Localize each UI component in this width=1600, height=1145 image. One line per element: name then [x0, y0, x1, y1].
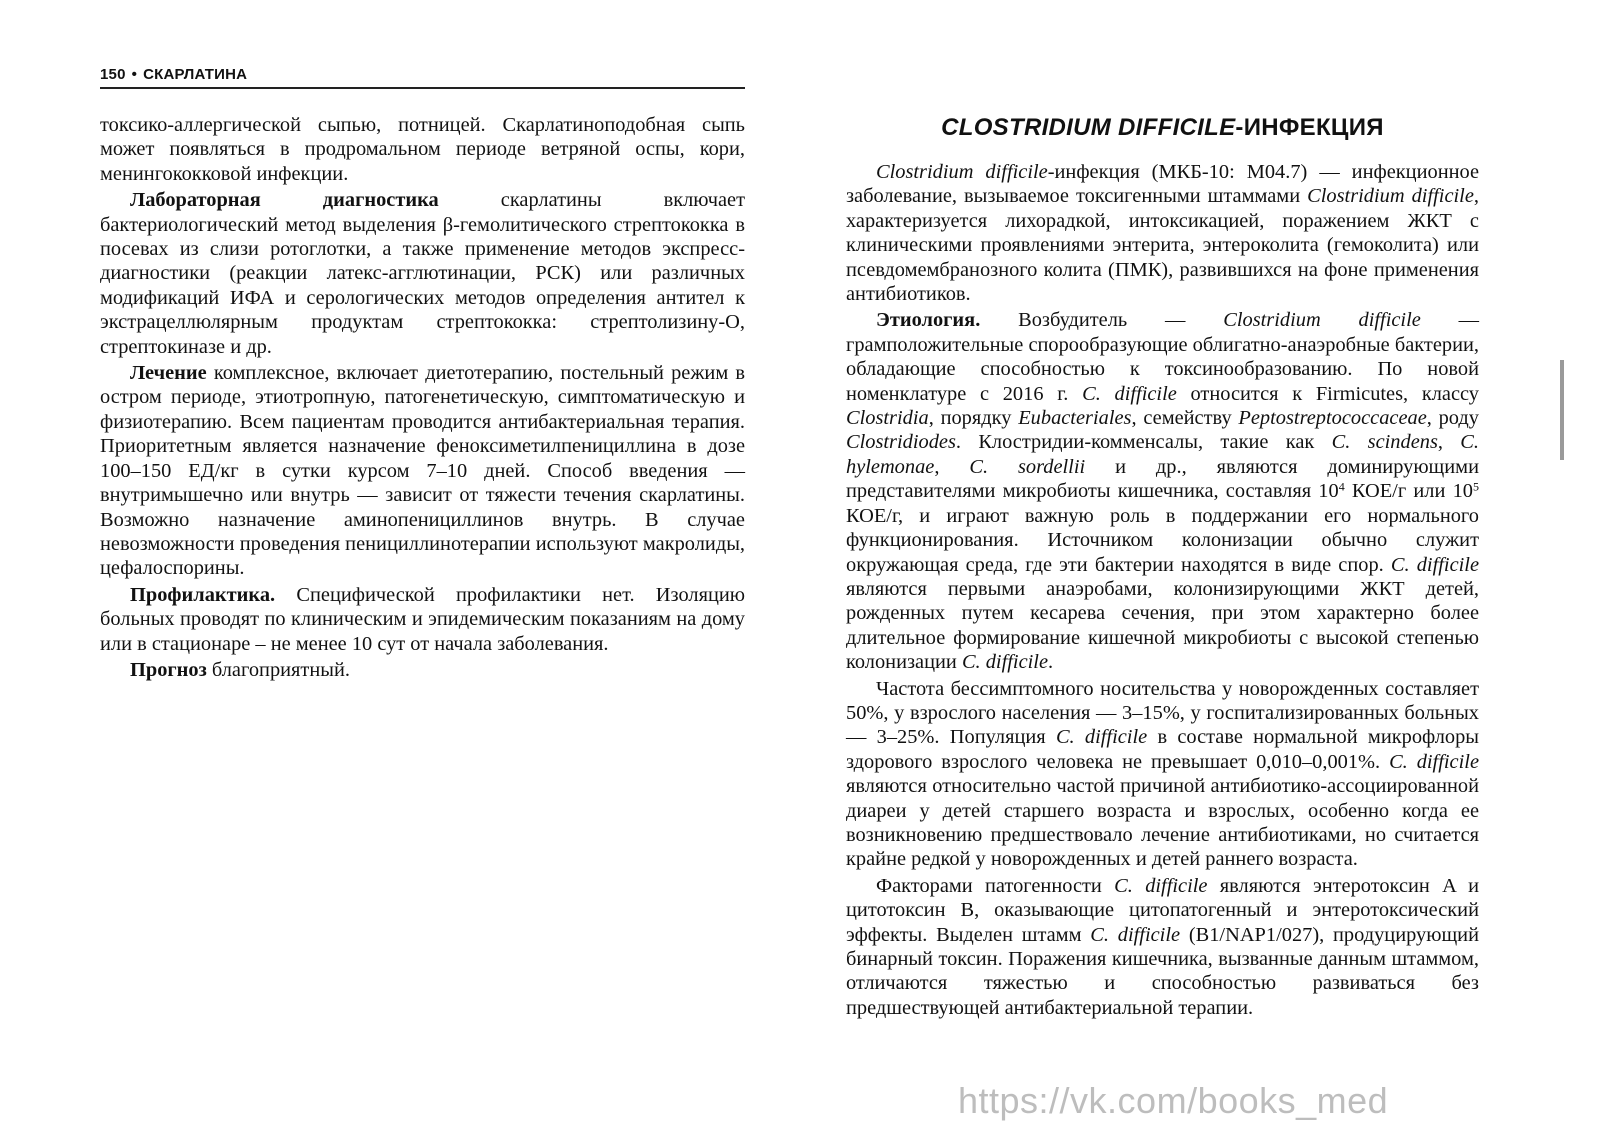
paragraph-lead: Профилактика. — [130, 583, 276, 606]
paragraph-lab-diagnostics — [100, 188, 745, 359]
italic-term: C. difficile — [1114, 874, 1208, 897]
italic-term: Peptostreptococcaceae — [1238, 407, 1427, 430]
text-run: . Клостридии-комменсалы, такие как — [955, 431, 1332, 454]
text-run: -инфекция (МКБ-10: M04.7) — инфекционное заболевание, вызываемое токсигенными штаммами — [846, 161, 1480, 208]
text-run: КОЕ/г или 10 — [1344, 480, 1473, 503]
italic-term: C. difficile — [1090, 923, 1181, 946]
text-run: Факторами патогенности — [876, 874, 1115, 897]
italic-term: C. difficile — [1390, 553, 1479, 576]
italic-term: C. difficile — [1055, 726, 1148, 749]
text-run: , — [934, 455, 970, 478]
paragraph-frequency — [846, 677, 1479, 872]
paragraph-pathogenicity — [846, 874, 1479, 1020]
italic-term: Clostridia — [846, 407, 929, 430]
left-page — [0, 0, 790, 1145]
paragraph-prognosis — [100, 658, 745, 682]
right-page — [800, 0, 1600, 1145]
section-title: СКАРЛАТИНА — [143, 66, 248, 83]
chapter-title-italic: CLOSTRIDIUM DIFFICILE — [941, 114, 1236, 141]
paragraph-lead: Прогноз — [130, 658, 207, 681]
paragraph-prevention — [100, 583, 745, 656]
italic-term: C. hylemonae — [846, 431, 1479, 478]
text-run: — грамположительные спорообразующие облигатно-анаэробные бактерии, обладающие способностью к токсинообразованию. По новой номенклатуре с 2016 г. — [846, 309, 1480, 405]
page-edge-mark — [1560, 360, 1564, 460]
text-run: относится к Firmicutes, классу — [1176, 382, 1480, 405]
paragraph-text: комплексное, включает диетотерапию, постельный режим в остром периоде, этиотропную, патогенетическую, симптоматическую и физиотерапию. Всем пациентам проводится антибактериальная терапия. Приоритетным является назначение феноксиметилпенициллина в дозе 100–150 ЕД/кг в сутки курсом 7–10 дней. Способ введения — внутримышечно или внутрь — зависит от тяжести течения скарлатины. Возможно назначение аминопенициллинов внутрь. В случае невозможности проведения пенициллинотерапии используют макролиды, цефалоспорины. — [100, 362, 745, 580]
italic-term: Eubacteriales — [1018, 407, 1132, 430]
page-number: 150 — [100, 66, 126, 83]
text-run: являются первыми анаэробами, колонизирующими ЖКТ детей, рожденных путем кесарева сечения, при этом характерно более длительное формирование кишечной микробиоты с высокой степенью колонизации — [846, 577, 1479, 674]
italic-term: Clostridium difficile — [1307, 185, 1474, 208]
text-run: и др., являются доминирующими представителями микробиоты кишечника, составляя 10 — [846, 455, 1479, 503]
paragraph-treatment — [100, 361, 745, 581]
text-run: в составе нормальной микрофлоры здорового взрослого человека не превышает 0,010–0,001%. — [846, 726, 1479, 773]
text-run: КОЕ/г, и играют важную роль в поддержании его нормального функционирования. Источником колонизации обычно служит окружающая среда, где эти бактерии находятся в виде спор. — [846, 504, 1479, 576]
running-head — [100, 66, 745, 89]
left-text-column — [100, 113, 745, 682]
italic-term: Clostridium difficile — [1223, 309, 1421, 332]
text-run: являются относительно частой причиной антибиотико-ассоциированной диареи у детей старшего возраста и взрослых, особенно когда ее возникновению предшествовало лечение антибиотиками, но считается крайне редкой у новорожденных и детей раннего возраста. — [846, 775, 1479, 871]
text-run: , роду — [1426, 407, 1479, 430]
text-run: . — [1048, 651, 1054, 674]
chapter-title-rest: -ИНФЕКЦИЯ — [1235, 114, 1384, 141]
watermark-link: https://vk.com/books_med — [958, 1080, 1389, 1121]
italic-term: C. scindens — [1331, 431, 1438, 454]
right-text-column — [846, 160, 1479, 1020]
italic-term: C. difficile — [961, 651, 1049, 674]
italic-term: Clostridiodes — [846, 431, 956, 454]
paragraph-continuation — [100, 113, 745, 186]
text-run: (B1/NAP1/027), продуцирующий бинарный токсин. Поражения кишечника, вызванные данным штаммом, отличаются тяжестью и способностью развиваться без предшествующей антибактериальной терапии. — [846, 923, 1479, 1019]
paragraph-lead: Этиология. — [876, 309, 981, 332]
text-run: Частота бессимптомного носительства у новорожденных составляет 50%, у взрослого населения — 3–15%, у госпитализированных больных — 3–25%. Популяция — [846, 677, 1479, 749]
italic-term: Clostridium difficile — [876, 161, 1048, 183]
text-run: Возбудитель — — [980, 309, 1224, 332]
text-run: являются энтеротоксин A и цитотоксин B, оказывающие цитопатогенный и энтеротоксический эффекты. Выделен штамм — [846, 874, 1479, 946]
paragraph-text: благоприятный. — [206, 658, 350, 681]
superscript: 4 — [1338, 479, 1345, 494]
italic-term: C. difficile — [1082, 382, 1177, 405]
paragraph-text: токсико-аллергической сыпью, потницей. Скарлатиноподобная сыпь может появляться в продромальном периоде ветряной оспы, кори, менингококковой инфекции. — [100, 114, 745, 185]
italic-term: C. sordellii — [969, 455, 1086, 478]
paragraph-lead: Лабораторная диагностика — [130, 189, 439, 212]
text-run: , порядку — [928, 407, 1019, 430]
italic-term: C. difficile — [1389, 750, 1479, 773]
text-run: , семейству — [1131, 407, 1239, 430]
paragraph-definition — [846, 160, 1479, 306]
chapter-title — [846, 114, 1479, 142]
paragraph-text: скарлатины включает бактериологический метод выделения β-гемолитического стрептококка в посевах из слизи ротоглотки, а также применение методов экспресс-диагностики (реакции латекс-агглютинации, РСК) или различных модификаций ИФА и серологических методов определения антител к экстрацеллюлярным продуктам стрептококка: стрептолизину-О, стрептокиназе и др. — [100, 189, 745, 358]
superscript: 5 — [1472, 479, 1479, 494]
paragraph-etiology — [846, 308, 1479, 674]
text-run: , — [1437, 431, 1461, 454]
paragraph-lead: Лечение — [130, 362, 207, 385]
paragraph-text: Специфической профилактики нет. Изоляцию больных проводят по клиническим и эпидемическим показаниям на дому или в стационаре – не менее 10 сут от начала заболевания. — [100, 583, 745, 655]
text-run: , характеризуется лихорадкой, интоксикацией, поражением ЖКТ с клиническими проявлениями энтерита, энтероколита (гемоколита) или псевдомембранозного колита (ПМК), развившихся на фоне применения антибиотиков. — [846, 185, 1479, 306]
header-separator: • — [131, 66, 138, 83]
